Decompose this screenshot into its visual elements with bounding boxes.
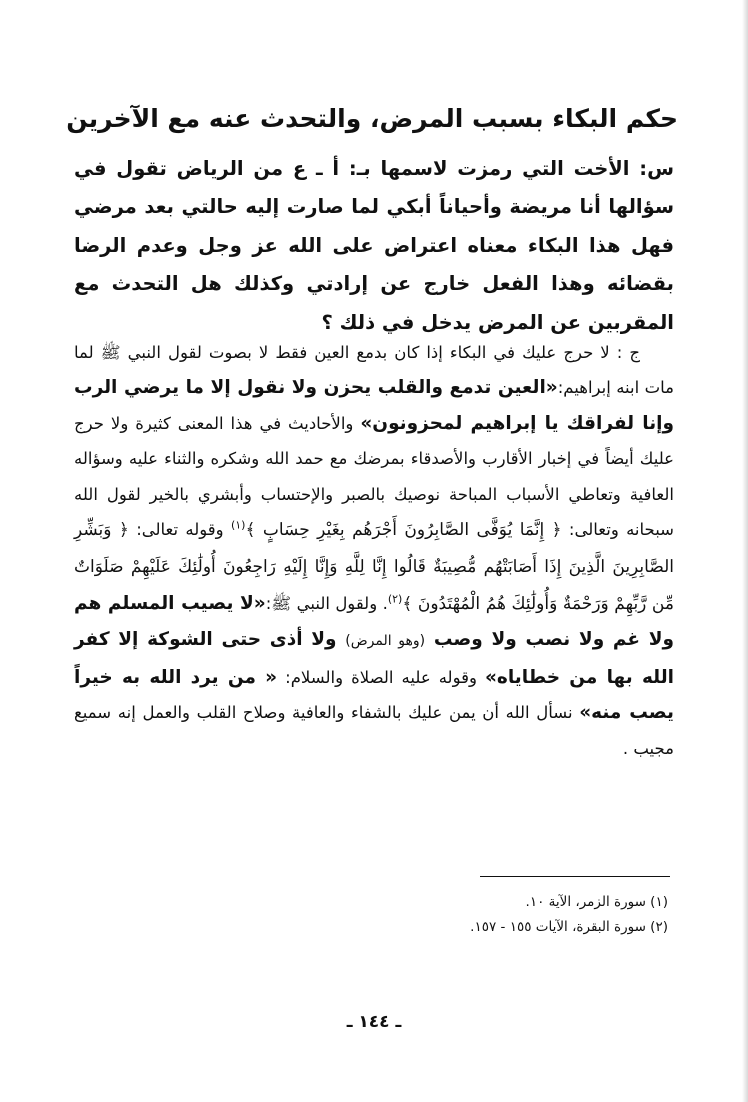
hadith-quote-2-part-2: ولا أذى حتى الشوكة إلا كفر الله بها من خطاياه» <box>74 629 674 688</box>
footnote-ref-1: (١) <box>230 518 246 532</box>
footnotes <box>288 890 668 940</box>
page-number: ـ ١٤٤ ـ <box>346 1012 402 1032</box>
answer-paragraph <box>74 335 674 767</box>
quran-verse-2: ﴿ وَبَشِّرِ الصَّابِرِينَ الَّذِينَ إِذَا أَصَابَتْهُم مُّصِيبَةٌ قَالُوا إِنَّا لِلَّهِ وَإِنَّا إِلَيْهِ رَاجِعُونَ أُولَٰئِكَ عَلَيْهِمْ صَلَوَاتٌ مِّن رَّبِّهِمْ وَرَحْمَةٌ وَأُولَٰئِكَ هُمُ الْمُهْتَدُونَ ﴾ <box>74 520 674 614</box>
question-paragraph: س: الأخت التي رمزت لاسمها بـ: أ ـ ع من الرياض تقول في سؤالها أنا مريضة وأحياناً أبكي لما صارت إليه حالتي بعد مرضي فهل هذا البكاء معناه اعتراض على الله عز وجل وعدم الرضا بقضائه وهذا الفعل خارج عن إرادتي وكذلك هل التحدث مع المقربين عن المرض يدخل في ذلك ؟ <box>74 156 674 334</box>
footnote-2: (٢) سورة البقرة، الآيات ١٥٥ - ١٥٧. <box>470 919 668 935</box>
hadith-quote-1: «العين تدمع والقلب يحزن ولا نقول إلا ما يرضي الرب وإنا لفراقك يا إبراهيم لمحزونون» <box>74 377 674 434</box>
answer-text-3: وقوله تعالى: <box>128 520 231 540</box>
footnote-ref-2: (٢) <box>387 592 403 606</box>
quran-verse-1: ﴿ إِنَّمَا يُوَفَّى الصَّابِرُونَ أَجْرَهُم بِغَيْرِ حِسَابٍ ﴾ <box>245 520 562 541</box>
page-title: حكم البكاء بسبب المرض، والتحدث عنه مع الآخرين <box>66 103 678 133</box>
footnote-divider <box>480 876 670 877</box>
answer-intro: ج : لا حرج عليك في البكاء إذا كان بدمع العين فقط لا بصوت لقول النبي ﷺ لما مات ابنه إبراهيم: <box>74 342 674 398</box>
hadith-quote-2-gloss: (وهو المرض) <box>345 633 426 650</box>
answer-conclusion: نسأل الله أن يمن عليك بالشفاء والعافية وصلاح القلب والعمل إنه سميع مجيب . <box>74 703 674 759</box>
hadith-quote-2-part-1: «لا يصيب المسلم هم ولا غم ولا نصب ولا وصب <box>74 592 674 651</box>
answer-text-5: وقوله عليه الصلاة والسلام: <box>277 667 485 687</box>
footnote-1: (١) سورة الزمر، الآية ١٠. <box>525 894 668 910</box>
answer-text-4: . ولقول النبي ﷺ: <box>265 593 388 613</box>
hadith-quote-3: « من يرد الله به خيراً يصب منه» <box>74 666 674 724</box>
answer-text-2: والأحاديث في هذا المعنى كثيرة ولا حرج عليك أيضاً في إخبار الأقارب والأصدقاء بمرضك مع حمد الله وشكره والثناء عليه وسؤاله العافية وتعاطي الأسباب المباحة نوصيك بالصبر والإحتساب وأبشري بالخير لقول الله سبحانه وتعالى: <box>74 413 675 540</box>
page-spine-shadow <box>742 0 748 1102</box>
